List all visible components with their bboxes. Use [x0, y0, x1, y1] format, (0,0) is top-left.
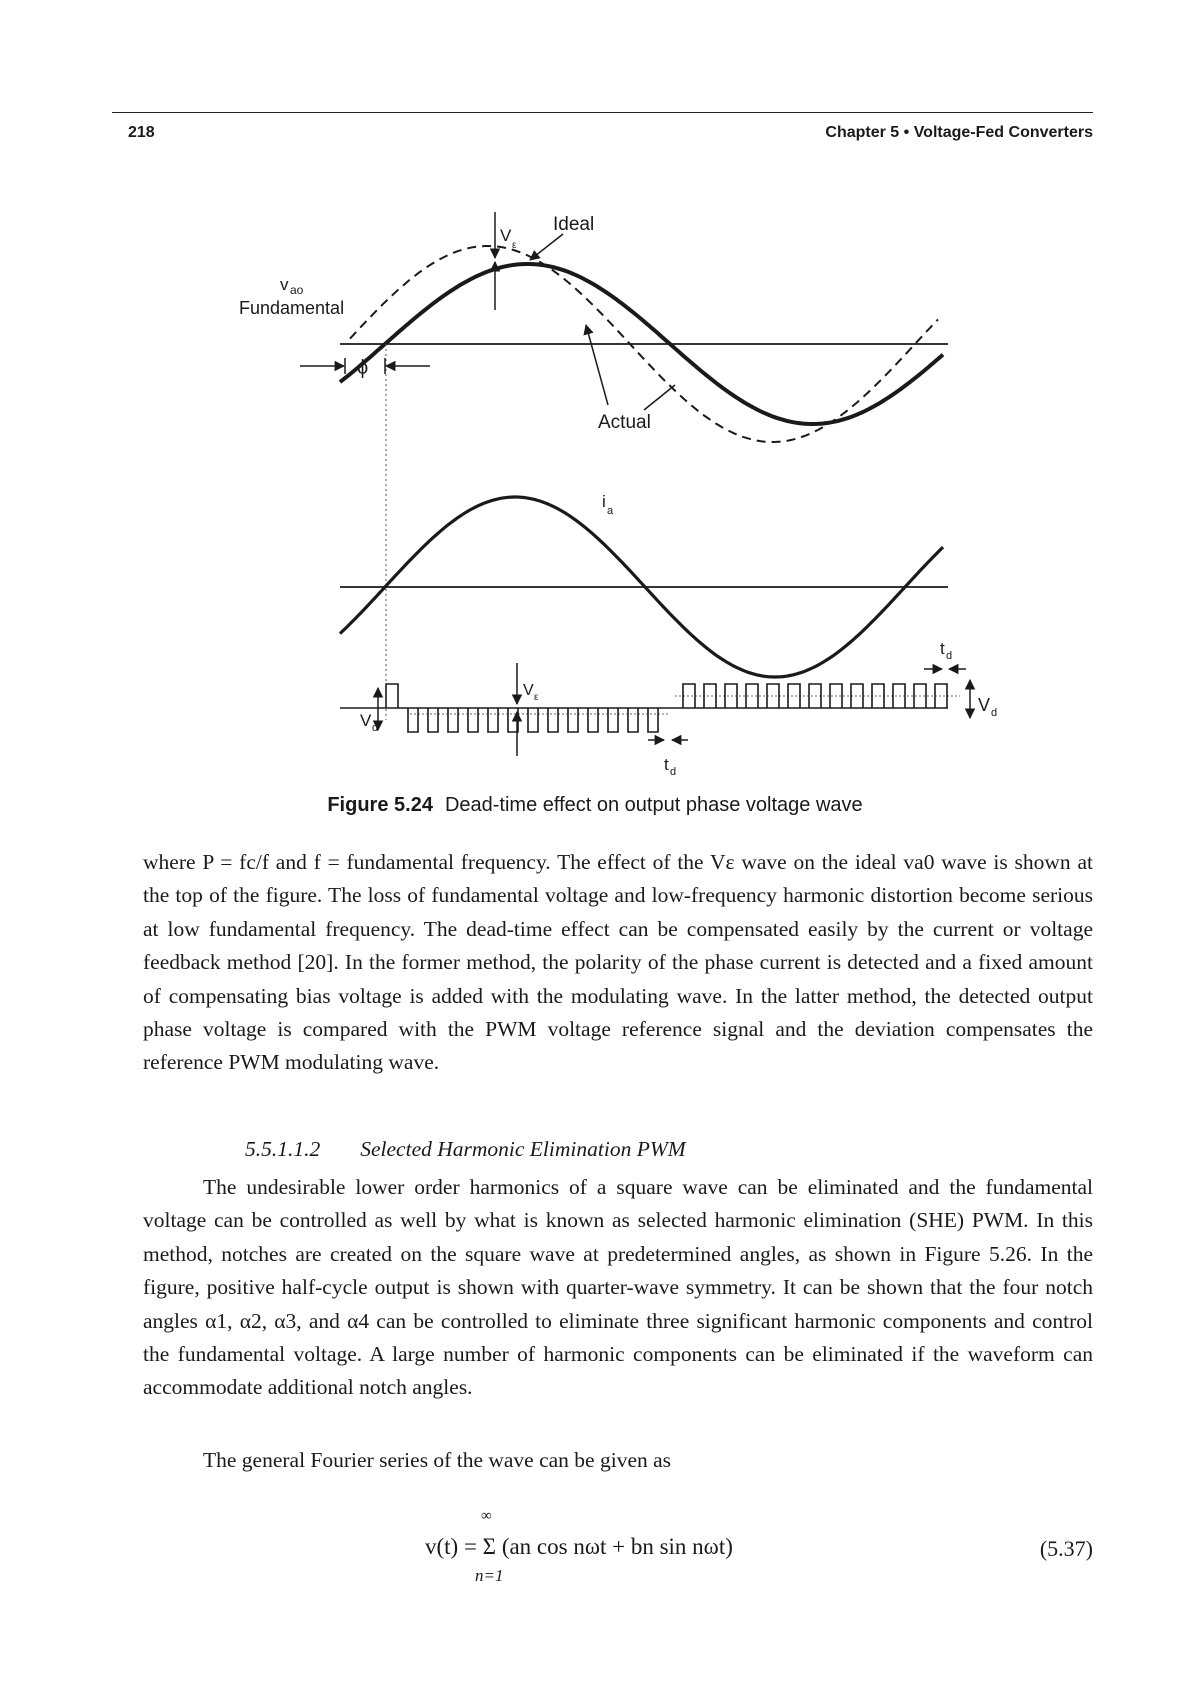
pulse-down	[428, 708, 438, 732]
ve-bottom-label: V	[523, 682, 534, 699]
section-number: 5.5.1.1.2	[245, 1137, 321, 1161]
equation-body: v(t) = Σ (an cos nωt + bn sin nωt)	[425, 1534, 733, 1559]
td-bottom-label: t	[664, 755, 669, 774]
ve-top-label: V	[500, 226, 512, 245]
pulse-down	[488, 708, 498, 732]
pulse-down	[448, 708, 458, 732]
actual-pointer-a	[586, 325, 608, 405]
vao-sub: ao	[290, 283, 304, 297]
ve-bottom-sub: ε	[534, 692, 539, 703]
paragraph-she-pwm	[143, 1171, 1093, 1405]
pulse-down	[628, 708, 638, 732]
pulse-down	[528, 708, 538, 732]
running-head: Chapter 5 • Voltage-Fed Converters	[825, 124, 1093, 141]
phi-label: ϕ	[357, 357, 369, 379]
pulse-up	[704, 684, 716, 708]
pulse-up	[872, 684, 884, 708]
figure-number: Figure 5.24	[327, 794, 433, 816]
vd-left-label: V	[360, 711, 372, 730]
header-rule	[112, 112, 1093, 113]
pulse-down	[468, 708, 478, 732]
section-title: Selected Harmonic Elimination PWM	[360, 1137, 686, 1161]
fundamental-label: Fundamental	[239, 298, 345, 318]
pulse-up-left	[386, 684, 398, 708]
section-heading	[245, 1137, 686, 1162]
page-number: 218	[128, 124, 155, 141]
figure-caption	[0, 794, 1190, 817]
paragraph-text: where P = fc/f and f = fundamental frequency. The effect of the Vε wave on the ideal va0 wave is shown at the top of the figure. The loss of fundamental voltage and low-frequency harmonic distortion become serious at low fundamental frequency. The dead-time effect can be compensated easily by the current or voltage feedback method [20]. In the former method, the polarity of the phase current is detected and a fixed amount of compensating bias voltage is added with the modulating wave. In the latter method, the detected output phase voltage is compared with the PWM voltage reference signal and the deviation compensates the reference PWM modulating wave.	[143, 850, 1093, 1075]
ia-label: i	[602, 492, 606, 511]
ia-sub: a	[607, 505, 614, 517]
figure-caption-text: Dead-time effect on output phase voltage wave	[444, 794, 863, 816]
td-bottom-sub: d	[670, 766, 677, 778]
ve-top-sub: ε	[512, 240, 517, 251]
pulse-down	[548, 708, 558, 732]
dead-time-figure	[0, 180, 1190, 785]
td-top-sub: d	[946, 650, 953, 662]
sum-upper-limit: ∞	[481, 1508, 492, 1524]
vd-right-label: V	[978, 695, 991, 715]
paragraph-fourier-intro	[143, 1444, 1093, 1477]
paragraph-text: The general Fourier series of the wave can be given as	[203, 1448, 672, 1472]
pulse-down	[568, 708, 578, 732]
pulse-down	[648, 708, 658, 732]
pulse-up	[788, 684, 800, 708]
paragraph-text: The undesirable lower order harmonics of a square wave can be eliminated and the fundamental voltage can be controlled as well by what is known as selected harmonic elimination (SHE) PWM. In this method, notches are created on the square wave at predetermined angles, as shown in Figure 5.26. In the figure, positive half-cycle output is shown with quarter-wave symmetry. It can be shown that the four notch angles α1, α2, α3, and α4 can be controlled to eliminate three significant harmonic components and control the fundamental voltage. A large number of harmonic components can be eliminated if the waveform can accommodate additional notch angles.	[143, 1175, 1093, 1400]
ideal-pointer	[530, 234, 563, 260]
vd-right-sub: d	[991, 707, 998, 719]
vd-left-sub: d	[372, 722, 379, 734]
td-top-label: t	[940, 639, 945, 658]
actual-pointer-b	[644, 385, 675, 410]
paragraph-dead-time-explanation	[143, 846, 1093, 1080]
pulse-down	[608, 708, 618, 732]
equation-number: (5.37)	[1039, 1536, 1093, 1561]
actual-label: Actual	[598, 412, 651, 433]
equation-5-37	[0, 1508, 1190, 1588]
pulse-down	[408, 708, 418, 732]
ideal-label: Ideal	[553, 214, 595, 235]
sum-lower-limit: n=1	[475, 1566, 504, 1585]
pulse-down	[588, 708, 598, 732]
vao-label: v	[280, 275, 289, 294]
